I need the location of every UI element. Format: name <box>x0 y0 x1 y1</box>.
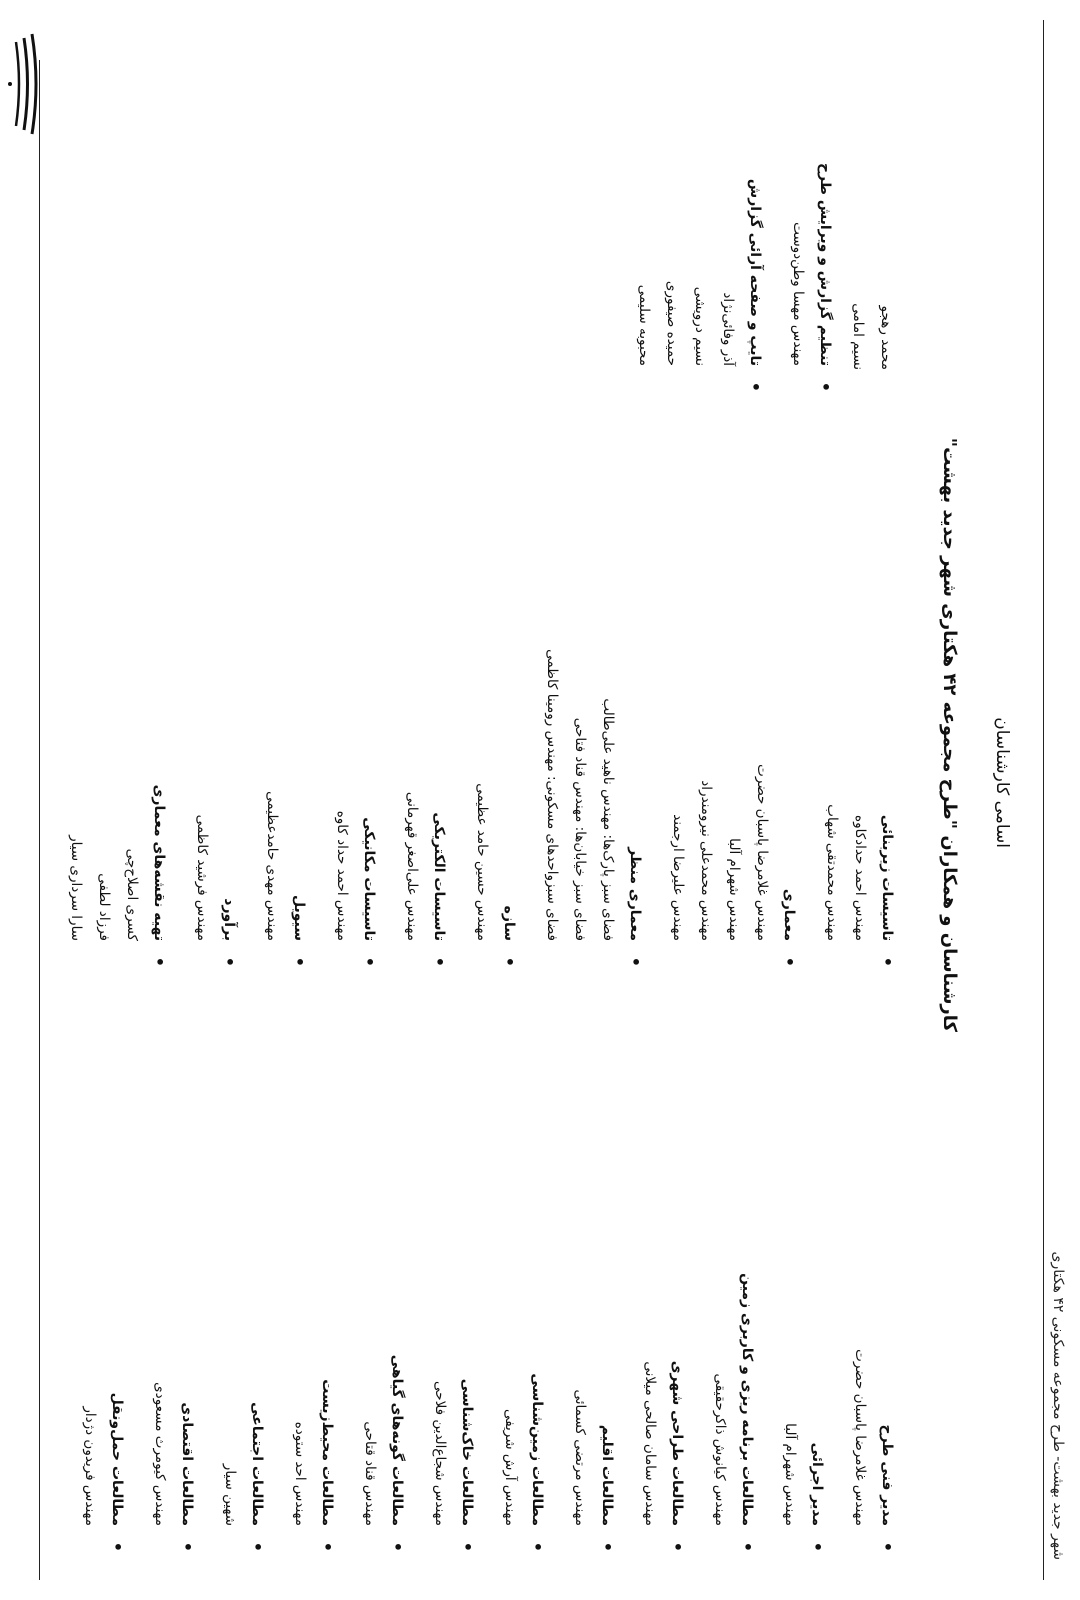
staff-name: نسیم درویشی <box>692 286 708 366</box>
group-title-text: تاسیسات الکتریکی <box>431 812 447 941</box>
staff-group <box>468 385 522 967</box>
group-title <box>174 1010 200 1552</box>
bullet-icon: • <box>816 381 835 392</box>
group-title-text: مطالعات گونه‌های گیاهی <box>389 1354 405 1526</box>
staff-group <box>496 1010 550 1552</box>
staff-name: مهندس شهرام آلبا <box>726 838 742 941</box>
running-header: شهر جدید بهشت- طرح مجموعه مسکونی ۴۲ هکتاری <box>1050 1251 1066 1560</box>
staff-column-2 <box>46 385 900 967</box>
staff-group <box>784 40 838 392</box>
group-title-text: مطالعات اقتصادی <box>179 1402 195 1526</box>
staff-name: مهندس احمد حداد کاوه <box>334 810 350 941</box>
bullet-icon: • <box>878 1541 897 1552</box>
footer-rule <box>39 60 40 1580</box>
staff-group <box>776 1010 830 1552</box>
group-title-text: برآورد <box>221 898 237 941</box>
bullet-icon: • <box>248 1541 267 1552</box>
group-title <box>622 385 648 967</box>
main-title: کارشناسان و همکاران "طرح مجموعه ۴۲ هکتاری شهر جدید بهشت" <box>939 437 960 1032</box>
bullet-icon: • <box>668 1541 687 1552</box>
group-title <box>244 1010 270 1552</box>
staff-name: فضای سبزواحدهای مسکونی: مهندس رومینا کاظمی <box>544 649 560 941</box>
group-title-text: تهیه نقشه‌های معماری <box>151 784 167 941</box>
group-title <box>874 385 900 967</box>
staff-name: مهندس آرش شریفی <box>502 1408 518 1526</box>
staff-group <box>426 1010 480 1552</box>
staff-name: مهندس فریدون دژدار <box>82 1406 98 1526</box>
staff-group <box>846 1010 900 1552</box>
bullet-icon: • <box>458 1541 477 1552</box>
group-title <box>664 1010 690 1552</box>
staff-group <box>286 1010 340 1552</box>
group-title <box>146 385 172 967</box>
staff-group <box>630 40 768 392</box>
staff-name: مهندس حسین حامد عظیمی <box>474 783 490 941</box>
staff-name: شهین سیار <box>222 1463 238 1526</box>
staff-name: سارا سرداری سیار <box>68 835 84 941</box>
names-title: اسامی کارشناسان <box>992 717 1012 848</box>
group-title-text: تاسیسات زیربنائی <box>879 814 895 941</box>
group-title <box>454 1010 480 1552</box>
staff-name: محبوبه سلیمی <box>636 284 652 366</box>
group-title-text: تنظیم گزارش و ویرایش طرح <box>817 162 833 366</box>
staff-column-1 <box>60 1010 900 1552</box>
group-title <box>594 1010 620 1552</box>
group-title <box>314 1010 340 1552</box>
staff-name: آذر وفائی‌نژاد <box>720 292 736 366</box>
bullet-icon: • <box>108 1541 127 1552</box>
group-title <box>104 1010 130 1552</box>
staff-name: فضای سبز خیابان‌ها: مهندس قناد فتاحی <box>572 717 588 941</box>
bullet-icon: • <box>388 1541 407 1552</box>
group-title <box>496 385 522 967</box>
bullet-icon: • <box>500 956 519 967</box>
bullet-icon: • <box>598 1541 617 1552</box>
staff-name: حمیده صیفوری <box>664 280 680 366</box>
staff-name: مهندس محمدعلی نیرومندراد <box>698 780 714 941</box>
bullet-icon: • <box>738 1541 757 1552</box>
staff-group <box>706 1010 760 1552</box>
group-title-text: معماری <box>781 888 797 941</box>
staff-group <box>538 385 648 967</box>
bullet-icon: • <box>626 956 645 967</box>
staff-name: مهندس غلامرضا پاسبان حضرت <box>852 1349 868 1526</box>
staff-name: مهندس احد ستوده <box>292 1421 308 1526</box>
group-title <box>216 385 242 967</box>
staff-group <box>188 385 242 967</box>
bullet-icon: • <box>150 956 169 967</box>
staff-name: مهندس مهسا وطن‌دوست <box>790 222 806 366</box>
bullet-icon: • <box>746 381 765 392</box>
staff-group <box>216 1010 270 1552</box>
staff-group <box>146 1010 200 1552</box>
staff-name: کسری اصلاح‌چی <box>124 848 140 941</box>
staff-name: مهندس علی‌اصغر قهرمانی <box>404 791 420 941</box>
group-title-text: سازه <box>501 905 517 941</box>
group-title-text: مطالعات محیط‌زیست <box>319 1379 335 1526</box>
staff-group <box>356 1010 410 1552</box>
group-title <box>356 385 382 967</box>
group-title <box>524 1010 550 1552</box>
publisher-logo-icon <box>6 24 40 144</box>
staff-name: مهندس احمد حدادکاوه <box>852 815 868 941</box>
group-title-text: مطالعات حمل‌ونقل <box>109 1392 125 1526</box>
group-title-text: مطالعات اجتماعی <box>249 1402 265 1526</box>
group-title-text: معماری منظر <box>627 847 643 941</box>
staff-name: مهندس مهدی حامدعظیمی <box>264 791 280 941</box>
staff-name: محمد رهجو <box>878 305 894 370</box>
group-title <box>804 1010 830 1552</box>
staff-name: مهندس فرشید کاظمی <box>194 814 210 941</box>
group-title <box>734 1010 760 1552</box>
staff-name: مهندس شهرام آلبا <box>782 1423 798 1526</box>
staff-group <box>566 1010 620 1552</box>
group-title-text: مدیر اجرائی <box>809 1442 825 1526</box>
group-title-text: سیویل <box>291 894 307 941</box>
group-title <box>874 1010 900 1552</box>
staff-name: فرزاد لطفی <box>96 873 112 941</box>
group-title-text: تاسیسات مکانیکی <box>361 817 377 941</box>
group-title <box>812 40 838 392</box>
staff-name: نسیم امامی <box>850 303 866 370</box>
group-title <box>426 385 452 967</box>
staff-name: مهندس سامان صالحی میلانی <box>642 1361 658 1526</box>
staff-name: فضای سبز پارک‌ها: مهندس ناهید علی‌طالب <box>600 698 616 941</box>
staff-group <box>664 385 802 967</box>
staff-name: مهندس کیومرث مسعودی <box>152 1382 168 1526</box>
staff-name: مهندس مرتضی کسمائی <box>572 1389 588 1526</box>
group-title-text: مطالعات زمین‌شناسی <box>529 1373 545 1526</box>
bullet-icon: • <box>360 956 379 967</box>
group-title-text: مطالعات اقلیم <box>599 1424 615 1526</box>
bullet-icon: • <box>220 956 239 967</box>
staff-column-3 <box>614 40 900 392</box>
staff-group <box>328 385 382 967</box>
staff-group <box>818 385 900 967</box>
staff-name: مهندس علیرضا ارجمند <box>670 814 686 941</box>
staff-name: مهندس کیانوش ذاکرحقیقی <box>712 1373 728 1526</box>
bullet-icon: • <box>318 1541 337 1552</box>
group-title-text: مدیر فنی طرح <box>879 1424 895 1526</box>
staff-name: مهندس قناد قتاحی <box>362 1421 378 1526</box>
staff-group <box>636 1010 690 1552</box>
bullet-icon: • <box>430 956 449 967</box>
header-rule <box>1043 20 1044 1580</box>
staff-name: مهندس محمدتقی شهاب <box>824 804 840 941</box>
staff-name: مهندس شجاع‌الدین فلاحی <box>432 1381 448 1526</box>
staff-group <box>76 1010 130 1552</box>
group-title-text: مطالعات برنامه ریزی و کاربری زمین <box>739 1273 755 1526</box>
bullet-icon: • <box>528 1541 547 1552</box>
staff-group <box>258 385 312 967</box>
bullet-icon: • <box>290 956 309 967</box>
group-title <box>776 385 802 967</box>
group-title-text: مطالعات خاک‌شناسی <box>459 1378 475 1526</box>
staff-name: مهندس غلامرضا پاسبان حضرت <box>754 764 770 941</box>
group-title <box>286 385 312 967</box>
group-title <box>742 40 768 392</box>
bullet-icon: • <box>878 956 897 967</box>
group-title <box>384 1010 410 1552</box>
bullet-icon: • <box>178 1541 197 1552</box>
bullet-icon: • <box>808 1541 827 1552</box>
group-title-text: مطالعات طراحی شهری <box>669 1360 685 1526</box>
staff-group <box>398 385 452 967</box>
group-title-text: تایپ و صفحه آرائی گزارش <box>747 178 763 366</box>
staff-group <box>62 385 172 967</box>
bullet-icon: • <box>780 956 799 967</box>
